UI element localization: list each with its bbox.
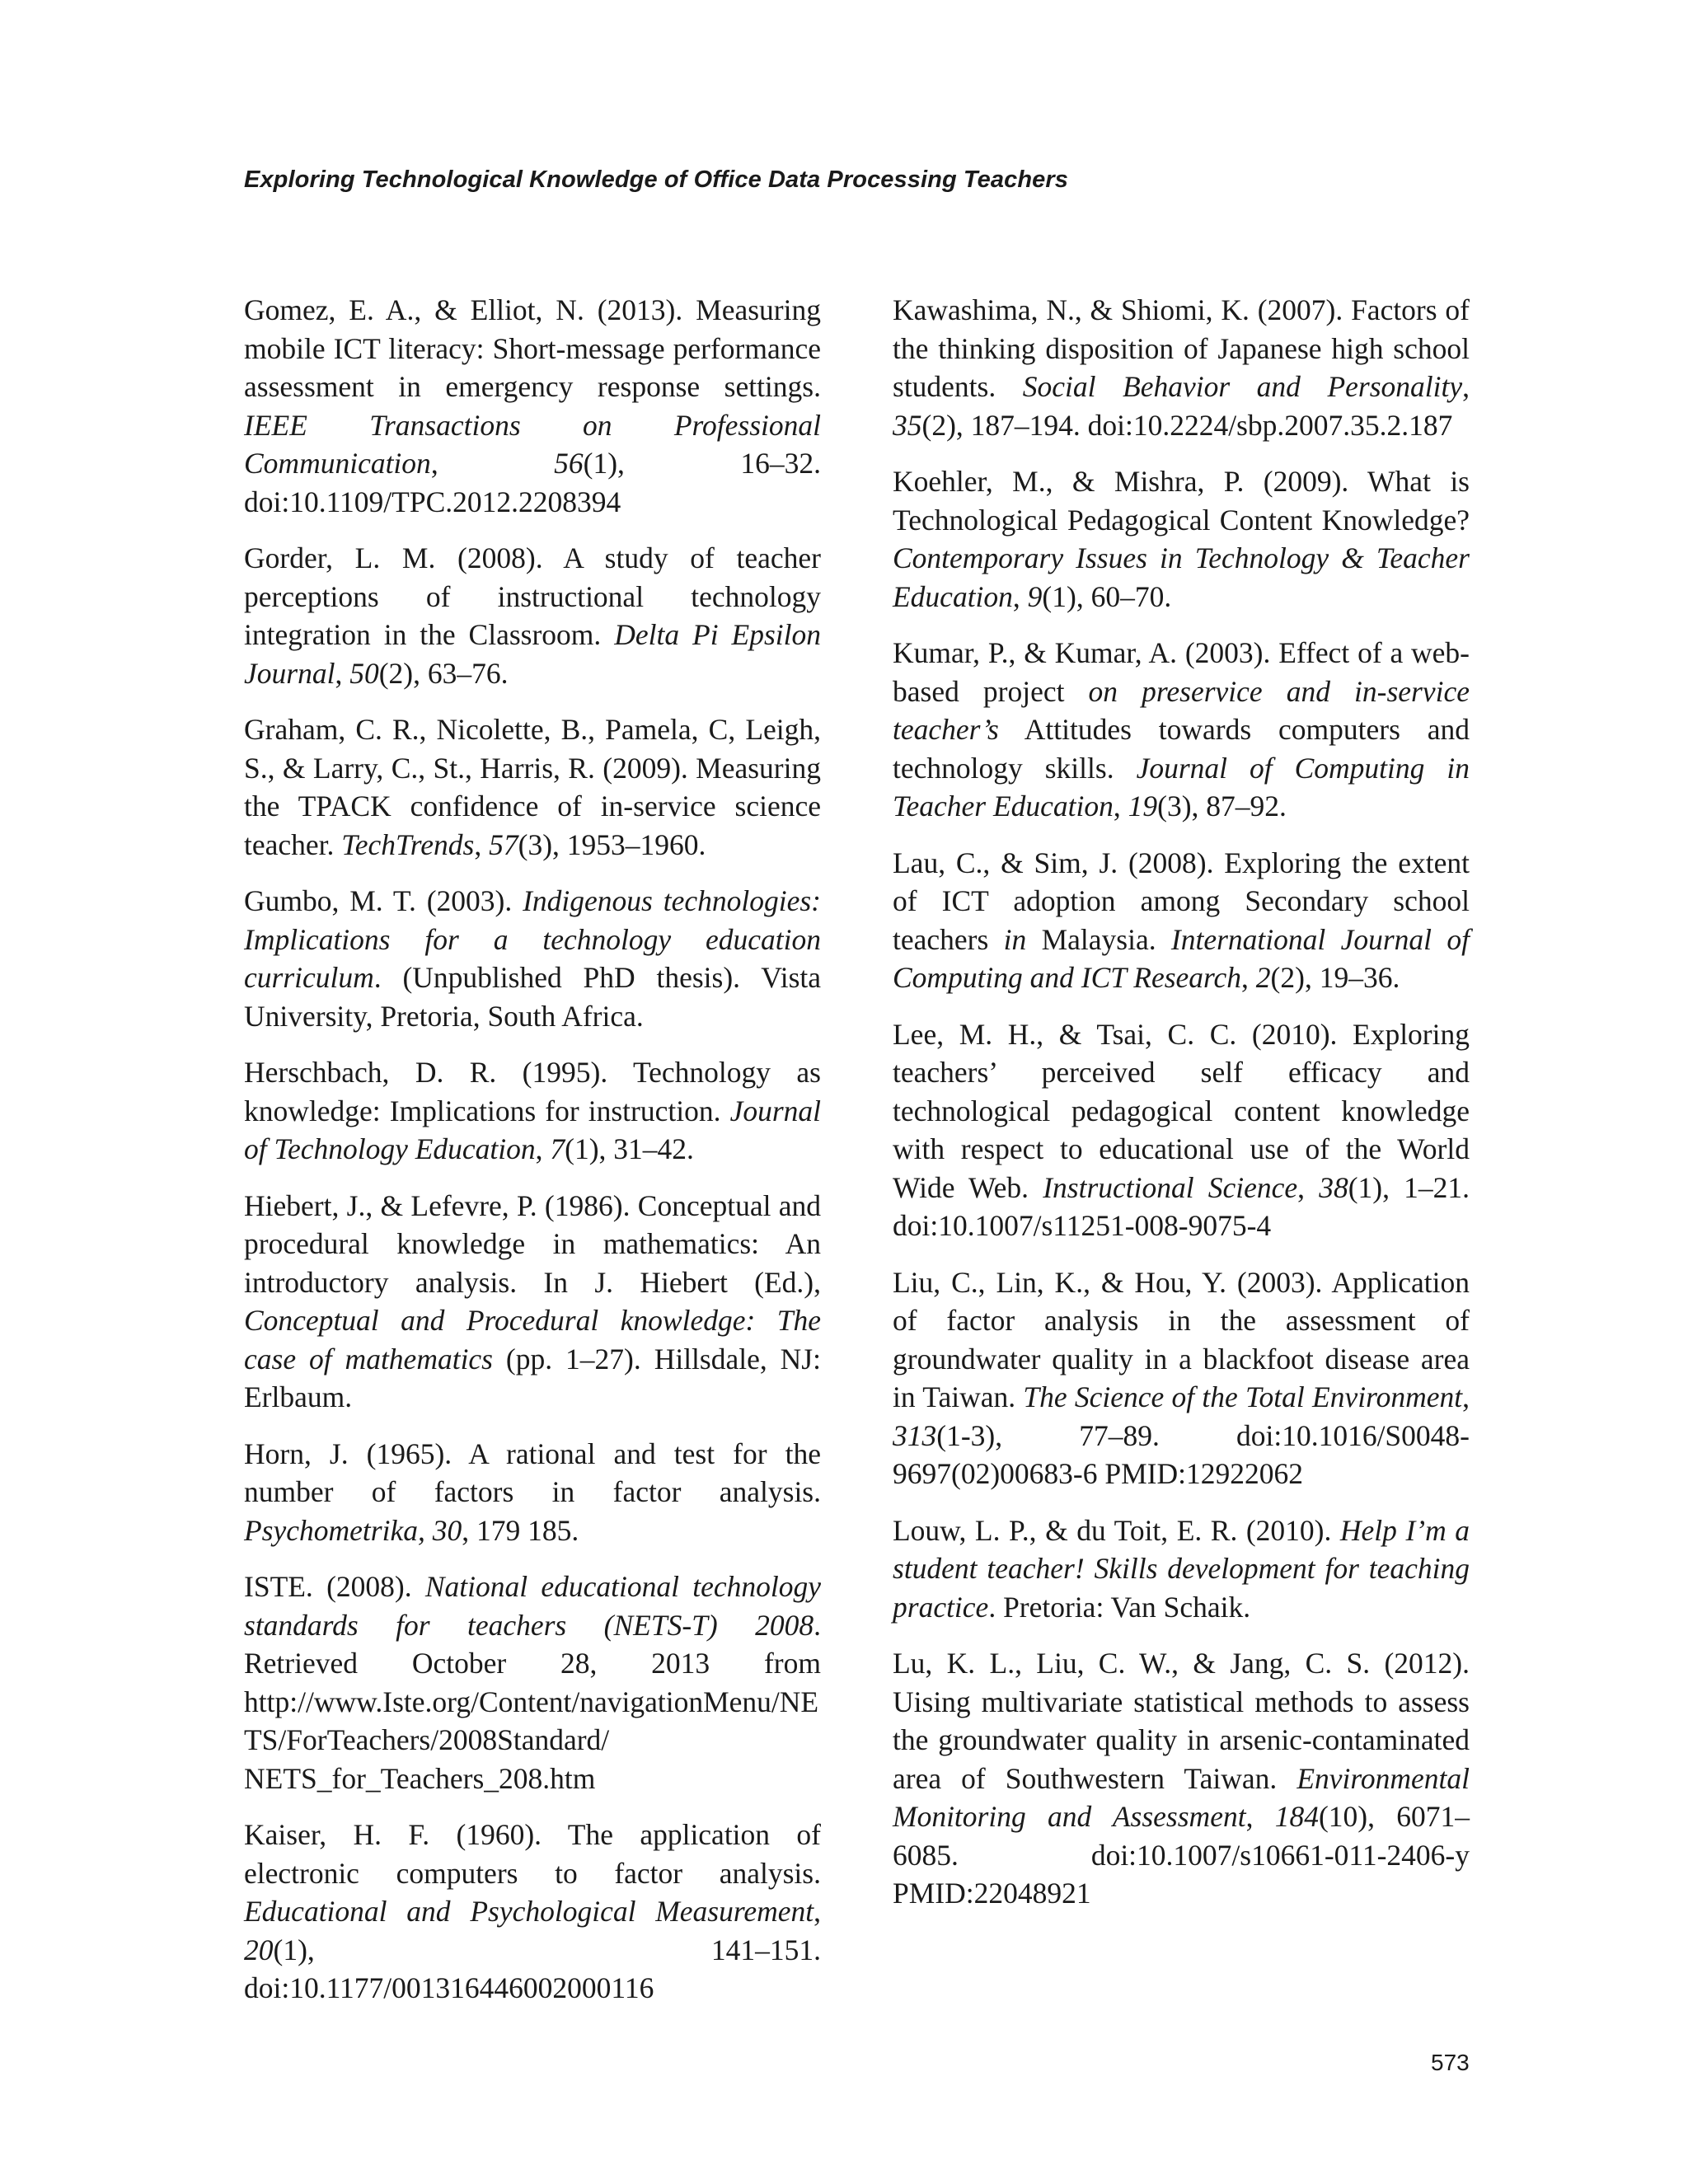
reference-entry: Lee, M. H., & Tsai, C. C. (2010). Exploring teachers’ perceived self efficacy and technological pedagogical content knowledge with respect to educational use of the World Wide Web. Instructional Science, 38(1), 1–21. doi:10.1007/s11251-008-9075-4: [893, 1017, 1470, 1242]
reference-entry: Horn, J. (1965). A rational and test for the number of factors in factor analysis. Psychometrika, 30, 179 185.: [244, 1436, 821, 1547]
reference-entry: Gomez, E. A., & Elliot, N. (2013). Measuring mobile ICT literacy: Short-message performance assessment in emergency response settings. IEEE Transactions on Professional Communication, 56(1), 16–32. doi:10.1109/TPC.2012.2208394: [244, 293, 821, 518]
reference-entry: Lau, C., & Sim, J. (2008). Exploring the extent of ICT adoption among Secondary school teachers in Malaysia. International Journal of Computing and ICT Research, 2(2), 19–36.: [893, 846, 1470, 994]
reference-entry: Kawashima, N., & Shiomi, K. (2007). Factors of the thinking disposition of Japanese high school students. Social Behavior and Personality, 35(2), 187–194. doi:10.2224/sbp.2007.35.2.187: [893, 293, 1470, 442]
reference-entry: Gumbo, M. T. (2003). Indigenous technologies: Implications for a technology education curriculum. (Unpublished PhD thesis). Vista University, Pretoria, South Africa.: [244, 884, 821, 1033]
references-right-column: [893, 291, 1470, 1931]
page-number: 573: [1431, 2050, 1470, 2075]
reference-entry: Graham, C. R., Nicolette, B., Pamela, C, Leigh, S., & Larry, C., St., Harris, R. (2009). Measuring the TPACK confidence of in-service science teacher. TechTrends, 57(3), 1953–1960.: [244, 713, 821, 861]
running-title: Exploring Technological Knowledge of Office Data Processing Teachers: [244, 166, 1069, 193]
reference-entry: Gorder, L. M. (2008). A study of teacher perceptions of instructional technology integration in the Classroom. Delta Pi Epsilon Journal, 50(2), 63–76.: [244, 541, 821, 690]
reference-entry: ISTE. (2008). National educational technology standards for teachers (NETS-T) 2008. Retrieved October 28, 2013 from http://www.Iste.org/Content/navigationMenu/NETS/ForTeachers/2008Standard/ NETS_for_Teachers_208.htm: [244, 1570, 821, 1795]
reference-entry: Kumar, P., & Kumar, A. (2003). Effect of a web-based project on preservice and in-service teacher’s Attitudes towards computers and technology skills. Journal of Computing in Teacher Education, 19(3), 87–92.: [893, 636, 1470, 823]
reference-entry: Kaiser, H. F. (1960). The application of electronic computers to factor analysis. Educational and Psychological Measurement, 20(1), 141–151. doi:10.1177/001316446002000116: [244, 1818, 821, 2004]
reference-entry: Hiebert, J., & Lefevre, P. (1986). Conceptual and procedural knowledge in mathematics: An introductory analysis. In J. Hiebert (Ed.), Conceptual and Procedural knowledge: The case of mathematics (pp. 1–27). Hillsdale, NJ: Erlbaum.: [244, 1188, 821, 1413]
reference-entry: Louw, L. P., & du Toit, E. R. (2010). Help I’m a student teacher! Skills development for teaching practice. Pretoria: Van Schaik.: [893, 1513, 1470, 1624]
reference-entry: Herschbach, D. R. (1995). Technology as knowledge: Implications for instruction. Journal of Technology Education, 7(1), 31–42.: [244, 1056, 821, 1165]
references-left-column: [244, 291, 821, 2026]
reference-entry: Lu, K. L., Liu, C. W., & Jang, C. S. (2012). Uising multivariate statistical methods to assess the groundwater quality in arsenic-contaminated area of Southwestern Taiwan. Environmental Monitoring and Assessment, 184(10), 6071–6085. doi:10.1007/s10661-011-2406-y PMID:22048921: [893, 1647, 1470, 1910]
reference-entry: Koehler, M., & Mishra, P. (2009). What is Technological Pedagogical Content Knowledge? Contemporary Issues in Technology & Teacher Education, 9(1), 60–70.: [893, 465, 1470, 613]
reference-entry: Liu, C., Lin, K., & Hou, Y. (2003). Application of factor analysis in the assessment of groundwater quality in a blackfoot disease area in Taiwan. The Science of the Total Environment, 313(1-3), 77–89. doi:10.1016/S0048-9697(02)00683-6 PMID:12922062: [893, 1265, 1470, 1490]
